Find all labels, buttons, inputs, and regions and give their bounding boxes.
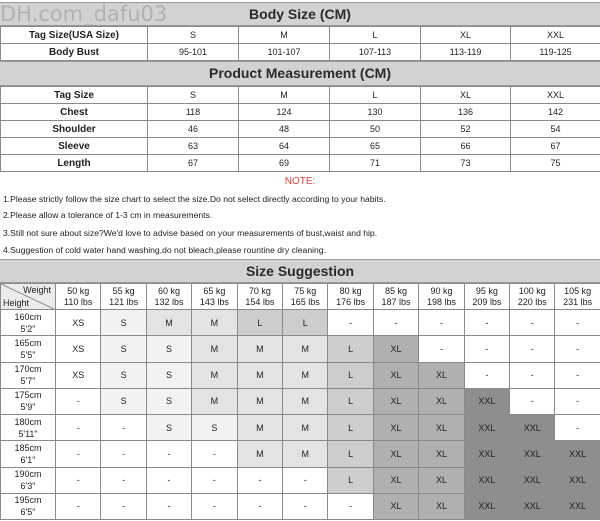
size-cell: - <box>192 493 237 519</box>
table-row <box>1 44 600 61</box>
size-cell: XXL <box>464 493 509 519</box>
weight-kg: 65 kg <box>203 285 226 296</box>
size-cell: - <box>56 467 101 493</box>
weight-header-cell <box>464 284 509 310</box>
size-cell: L <box>328 388 373 414</box>
table-cell: 107-113 <box>330 44 421 61</box>
weight-header-cell <box>237 284 282 310</box>
size-cell: XXL <box>464 467 509 493</box>
weight-corner-label: Weight <box>23 285 51 295</box>
table-cell: 73 <box>421 155 511 172</box>
size-header-cell: XL <box>421 27 511 44</box>
height-header-cell <box>1 441 56 467</box>
size-cell: XL <box>373 336 418 362</box>
note-line-1: 1.Please strictly follow the size chart to select the size.Do not select directly according to your habits. <box>3 194 386 204</box>
size-cell: M <box>237 362 282 388</box>
size-header-cell: S <box>148 27 239 44</box>
table-cell: 67 <box>148 155 239 172</box>
height-cm: 170cm <box>14 364 42 375</box>
size-cell: XL <box>419 441 464 467</box>
weight-header-cell <box>373 284 418 310</box>
table-cell: 65 <box>330 138 421 155</box>
table-cell: 124 <box>239 104 330 121</box>
size-cell: XXL <box>510 441 555 467</box>
size-cell: XL <box>373 388 418 414</box>
size-cell: - <box>101 415 146 441</box>
size-cell: M <box>192 388 237 414</box>
weight-kg: 100 kg <box>518 285 546 296</box>
size-cell: XL <box>419 362 464 388</box>
weight-kg: 105 kg <box>564 285 592 296</box>
height-header-cell <box>1 493 56 519</box>
size-cell: M <box>283 415 328 441</box>
body-size-table <box>0 26 600 61</box>
table-row <box>1 441 600 467</box>
size-cell: - <box>146 493 191 519</box>
size-cell: - <box>237 467 282 493</box>
size-cell: S <box>101 336 146 362</box>
size-cell: - <box>328 493 373 519</box>
size-cell: XS <box>56 362 101 388</box>
size-cell: - <box>192 467 237 493</box>
size-cell: - <box>192 441 237 467</box>
size-header-cell: XXL <box>511 27 600 44</box>
weight-kg: 90 kg <box>430 285 453 296</box>
size-cell: - <box>510 388 555 414</box>
table-cell: 64 <box>239 138 330 155</box>
size-cell: L <box>328 415 373 441</box>
weight-lbs: 176 lbs <box>336 296 366 307</box>
size-cell: S <box>146 388 191 414</box>
product-measurement-title: Product Measurement (CM) <box>0 61 600 86</box>
table-cell: 136 <box>421 104 511 121</box>
weight-header-cell <box>510 284 555 310</box>
height-ft: 5'7" <box>20 376 36 387</box>
height-header-cell <box>1 310 56 336</box>
table-cell: 101-107 <box>239 44 330 61</box>
height-ft: 6'5" <box>20 507 36 518</box>
size-header-cell: M <box>239 27 330 44</box>
table-cell: 46 <box>148 121 239 138</box>
height-cm: 190cm <box>14 469 42 480</box>
size-cell: M <box>192 362 237 388</box>
size-cell: - <box>56 415 101 441</box>
table-cell: 66 <box>421 138 511 155</box>
size-cell: XL <box>373 441 418 467</box>
weight-header-cell <box>101 284 146 310</box>
weight-kg: 70 kg <box>248 285 271 296</box>
table-row <box>1 121 600 138</box>
size-cell: - <box>464 336 509 362</box>
table-row <box>1 415 600 441</box>
size-cell: XS <box>56 310 101 336</box>
size-cell: - <box>555 336 600 362</box>
height-ft: 6'1" <box>20 454 36 465</box>
table-row <box>1 284 600 310</box>
size-cell: - <box>56 388 101 414</box>
size-header-cell: L <box>330 27 421 44</box>
weight-header-cell <box>146 284 191 310</box>
table-cell: 67 <box>511 138 600 155</box>
table-cell: 48 <box>239 121 330 138</box>
note-line-3: 3.Still not sure about size?We'd love to advise based on your measurements of bust,waist and hip. <box>3 228 378 238</box>
weight-kg: 85 kg <box>385 285 408 296</box>
size-cell: S <box>146 336 191 362</box>
table-cell: 71 <box>330 155 421 172</box>
note-title: NOTE: <box>284 176 316 187</box>
product-measurement-table <box>0 86 600 172</box>
size-cell: - <box>146 441 191 467</box>
size-cell: - <box>101 467 146 493</box>
size-cell: M <box>283 388 328 414</box>
height-cm: 185cm <box>14 442 42 453</box>
weight-header-cell <box>192 284 237 310</box>
size-cell: S <box>146 415 191 441</box>
size-cell: - <box>419 310 464 336</box>
weight-lbs: 220 lbs <box>517 296 547 307</box>
size-cell: XXL <box>555 467 600 493</box>
weight-lbs: 132 lbs <box>154 296 184 307</box>
weight-kg: 75 kg <box>294 285 317 296</box>
measurement-label: Length <box>1 155 148 172</box>
measurement-label: Sleeve <box>1 138 148 155</box>
size-suggestion-table <box>0 283 600 520</box>
size-cell: - <box>419 336 464 362</box>
size-cell: L <box>328 441 373 467</box>
table-row <box>1 362 600 388</box>
weight-lbs: 110 lbs <box>64 296 93 307</box>
height-header-cell <box>1 362 56 388</box>
size-cell: XXL <box>555 441 600 467</box>
size-cell: XXL <box>510 467 555 493</box>
weight-lbs: 143 lbs <box>199 296 229 307</box>
height-header-cell <box>1 336 56 362</box>
height-ft: 5'11" <box>18 428 38 439</box>
height-ft: 5'9" <box>20 402 36 413</box>
size-cell: S <box>101 310 146 336</box>
height-cm: 165cm <box>14 337 42 348</box>
weight-kg: 55 kg <box>112 285 135 296</box>
table-cell: 52 <box>421 121 511 138</box>
height-cm: 160cm <box>14 311 42 322</box>
table-row <box>1 467 600 493</box>
size-cell: - <box>555 415 600 441</box>
tag-size-label: Tag Size(USA Size) <box>1 27 148 44</box>
weight-kg: 50 kg <box>67 285 90 296</box>
note-line-4: 4.Suggestion of cold water hand washing,do not bleach,please rountine dry cleaning. <box>3 245 326 255</box>
size-cell: M <box>237 388 282 414</box>
table-cell: 50 <box>330 121 421 138</box>
height-cm: 180cm <box>14 416 42 427</box>
size-header-cell: S <box>148 87 239 104</box>
weight-lbs: 231 lbs <box>563 296 593 307</box>
size-cell: - <box>283 467 328 493</box>
size-suggestion-title: Size Suggestion <box>0 259 600 283</box>
height-ft: 5'5" <box>20 349 36 360</box>
weight-header-cell <box>328 284 373 310</box>
table-row <box>1 155 600 172</box>
size-cell: XL <box>373 362 418 388</box>
table-row <box>1 104 600 121</box>
height-header-cell <box>1 415 56 441</box>
size-cell: XXL <box>464 415 509 441</box>
table-cell: 54 <box>511 121 600 138</box>
size-cell: XXL <box>510 493 555 519</box>
table-cell: 63 <box>148 138 239 155</box>
watermark: DH.com_dafu03 <box>0 2 168 26</box>
size-cell: - <box>555 388 600 414</box>
weight-header-cell <box>56 284 101 310</box>
table-row <box>1 87 600 104</box>
table-row <box>1 310 600 336</box>
size-cell: XL <box>419 467 464 493</box>
size-cell: XXL <box>464 441 509 467</box>
size-cell: M <box>237 441 282 467</box>
weight-height-corner <box>1 284 56 310</box>
measurement-label: Shoulder <box>1 121 148 138</box>
size-cell: S <box>146 362 191 388</box>
weight-lbs: 154 lbs <box>245 296 275 307</box>
size-cell: - <box>146 467 191 493</box>
size-cell: - <box>555 362 600 388</box>
height-cm: 175cm <box>14 390 42 401</box>
size-cell: M <box>283 362 328 388</box>
size-cell: XXL <box>510 415 555 441</box>
size-cell: - <box>101 441 146 467</box>
size-cell: - <box>510 310 555 336</box>
weight-header-cell <box>555 284 600 310</box>
size-cell: - <box>56 493 101 519</box>
size-cell: M <box>237 336 282 362</box>
size-cell: L <box>283 310 328 336</box>
height-ft: 5'2" <box>20 323 36 334</box>
height-ft: 6'3" <box>20 481 36 492</box>
size-cell: XL <box>419 493 464 519</box>
size-cell: XXL <box>555 493 600 519</box>
tag-size-label: Tag Size <box>1 87 148 104</box>
size-header-cell: XL <box>421 87 511 104</box>
size-cell: L <box>237 310 282 336</box>
weight-lbs: 198 lbs <box>426 296 456 307</box>
size-cell: - <box>510 336 555 362</box>
size-cell: S <box>101 362 146 388</box>
table-cell: 142 <box>511 104 600 121</box>
weight-kg: 80 kg <box>339 285 362 296</box>
size-cell: - <box>464 310 509 336</box>
size-cell: - <box>373 310 418 336</box>
size-header-cell: XXL <box>511 87 600 104</box>
size-header-cell: L <box>330 87 421 104</box>
size-cell: XL <box>419 415 464 441</box>
size-cell: XS <box>56 336 101 362</box>
weight-header-cell <box>283 284 328 310</box>
height-header-cell <box>1 467 56 493</box>
size-cell: - <box>237 493 282 519</box>
height-cm: 195cm <box>14 495 42 506</box>
size-cell: - <box>510 362 555 388</box>
size-cell: L <box>328 467 373 493</box>
size-cell: - <box>464 362 509 388</box>
size-cell: - <box>101 493 146 519</box>
size-cell: - <box>328 310 373 336</box>
table-cell: 113-119 <box>421 44 511 61</box>
row-label: Body Bust <box>1 44 148 61</box>
weight-kg: 60 kg <box>158 285 181 296</box>
size-cell: L <box>328 362 373 388</box>
note-line-2: 2.Please allow a tolerance of 1-3 cm in measurements. <box>3 210 213 220</box>
table-row <box>1 138 600 155</box>
size-cell: - <box>555 310 600 336</box>
size-cell: XL <box>373 467 418 493</box>
table-row <box>1 336 600 362</box>
height-header-cell <box>1 388 56 414</box>
size-cell: L <box>328 336 373 362</box>
size-cell: M <box>192 336 237 362</box>
table-cell: 95-101 <box>148 44 239 61</box>
size-cell: XL <box>373 415 418 441</box>
weight-lbs: 209 lbs <box>472 296 502 307</box>
weight-lbs: 165 lbs <box>290 296 320 307</box>
size-header-cell: M <box>239 87 330 104</box>
table-cell: 119-125 <box>511 44 600 61</box>
size-cell: S <box>192 415 237 441</box>
weight-header-cell <box>419 284 464 310</box>
size-cell: - <box>283 493 328 519</box>
size-cell: XL <box>373 493 418 519</box>
height-corner-label: Height <box>3 298 30 308</box>
size-cell: M <box>146 310 191 336</box>
table-cell: 75 <box>511 155 600 172</box>
table-cell: 118 <box>148 104 239 121</box>
table-cell: 130 <box>330 104 421 121</box>
size-cell: XXL <box>464 388 509 414</box>
table-row <box>1 388 600 414</box>
size-cell: M <box>283 441 328 467</box>
size-cell: S <box>101 388 146 414</box>
table-row <box>1 27 600 44</box>
body-size-title: Body Size (CM) <box>0 2 600 26</box>
size-cell: M <box>283 336 328 362</box>
table-row <box>1 493 600 519</box>
size-cell: XL <box>419 388 464 414</box>
measurement-label: Chest <box>1 104 148 121</box>
weight-lbs: 121 lbs <box>109 296 139 307</box>
size-cell: - <box>56 441 101 467</box>
table-cell: 69 <box>239 155 330 172</box>
size-cell: M <box>192 310 237 336</box>
weight-kg: 95 kg <box>475 285 498 296</box>
weight-lbs: 187 lbs <box>381 296 411 307</box>
size-cell: M <box>237 415 282 441</box>
